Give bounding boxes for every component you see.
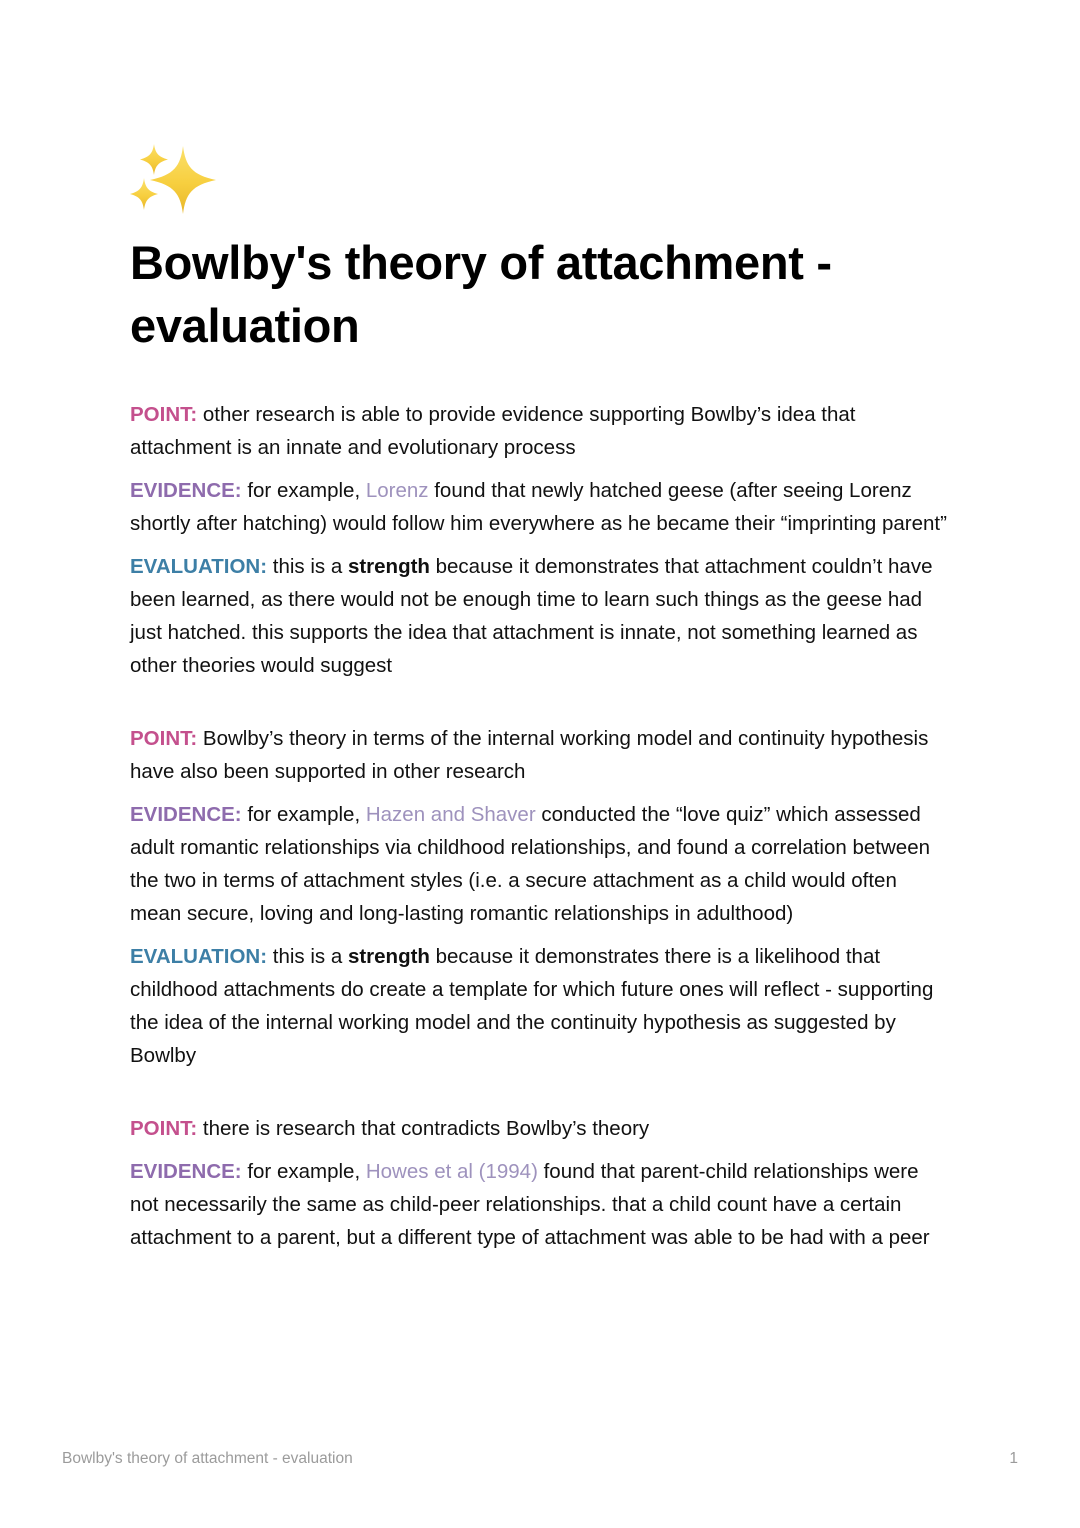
point-text: Bowlby’s theory in terms of the internal working model and continuity hypothesis have also been supported in other research xyxy=(130,727,929,783)
document-body xyxy=(130,398,948,1264)
point-text: there is research that contradicts Bowlby’s theory xyxy=(197,1117,650,1140)
evaluation-block xyxy=(130,1112,948,1254)
evaluation-lead: this is a xyxy=(267,945,348,968)
evaluation-block xyxy=(130,722,948,1072)
evidence-text: found that parent-child relationships were not necessarily the same as child-peer relationships. that a child count have a certain attachment to a parent, but a different type of attachment was able to be had with a peer xyxy=(130,1160,930,1249)
evaluation-paragraph xyxy=(130,550,948,682)
evaluation-text: because it demonstrates there is a likelihood that childhood attachments do create a template for which future ones will reflect - supporting the idea of the internal working model and the continuity hypothesis as suggested by Bowlby xyxy=(130,945,934,1067)
evidence-label: EVIDENCE: xyxy=(130,479,242,502)
point-paragraph xyxy=(130,1112,948,1145)
sparkles-emoji xyxy=(130,140,226,216)
page-footer xyxy=(62,1446,1018,1472)
evidence-paragraph xyxy=(130,1155,948,1254)
evidence-label: EVIDENCE: xyxy=(130,803,242,826)
evidence-text: found that newly hatched geese (after seeing Lorenz shortly after hatching) would follow him everywhere as he became their “imprinting parent” xyxy=(130,479,947,535)
point-paragraph xyxy=(130,398,948,464)
point-text: other research is able to provide evidence supporting Bowlby’s idea that attachment is an innate and evolutionary process xyxy=(130,403,856,459)
evaluation-paragraph xyxy=(130,940,948,1072)
footer-title: Bowlby's theory of attachment - evaluation xyxy=(62,1450,353,1467)
emphasis-word: strength xyxy=(347,555,430,578)
footer-page-number: 1 xyxy=(1009,1450,1018,1467)
evidence-paragraph xyxy=(130,474,948,540)
evidence-text: conducted the “love quiz” which assessed adult romantic relationships via childhood relationships, and found a correlation between the two in terms of attachment styles (i.e. a secure attachment as a child would often mean secure, loving and long-lasting romantic relationships in adulthood) xyxy=(130,803,930,925)
citation-reference: Howes et al (1994) xyxy=(365,1160,538,1183)
evidence-paragraph xyxy=(130,798,948,930)
evidence-lead: for example, xyxy=(241,479,366,502)
evaluation-block xyxy=(130,398,948,682)
evaluation-lead: this is a xyxy=(267,555,348,578)
point-label: POINT: xyxy=(130,1117,198,1140)
point-label: POINT: xyxy=(130,727,198,750)
evidence-label: EVIDENCE: xyxy=(130,1160,242,1183)
evaluation-text: because it demonstrates that attachment couldn’t have been learned, as there would not be enough time to learn such things as the geese had just hatched. this supports the idea that attachment is innate, not something learned as other theories would suggest xyxy=(130,555,933,677)
evaluation-label: EVALUATION: xyxy=(130,555,268,578)
evidence-lead: for example, xyxy=(241,803,366,826)
citation-reference: Lorenz xyxy=(365,479,429,502)
evidence-lead: for example, xyxy=(241,1160,366,1183)
citation-reference: Hazen and Shaver xyxy=(365,803,536,826)
evaluation-label: EVALUATION: xyxy=(130,945,268,968)
page-title: Bowlby's theory of attachment - evaluation xyxy=(130,236,832,352)
point-paragraph xyxy=(130,722,948,788)
emphasis-word: strength xyxy=(347,945,430,968)
point-label: POINT: xyxy=(130,403,198,426)
